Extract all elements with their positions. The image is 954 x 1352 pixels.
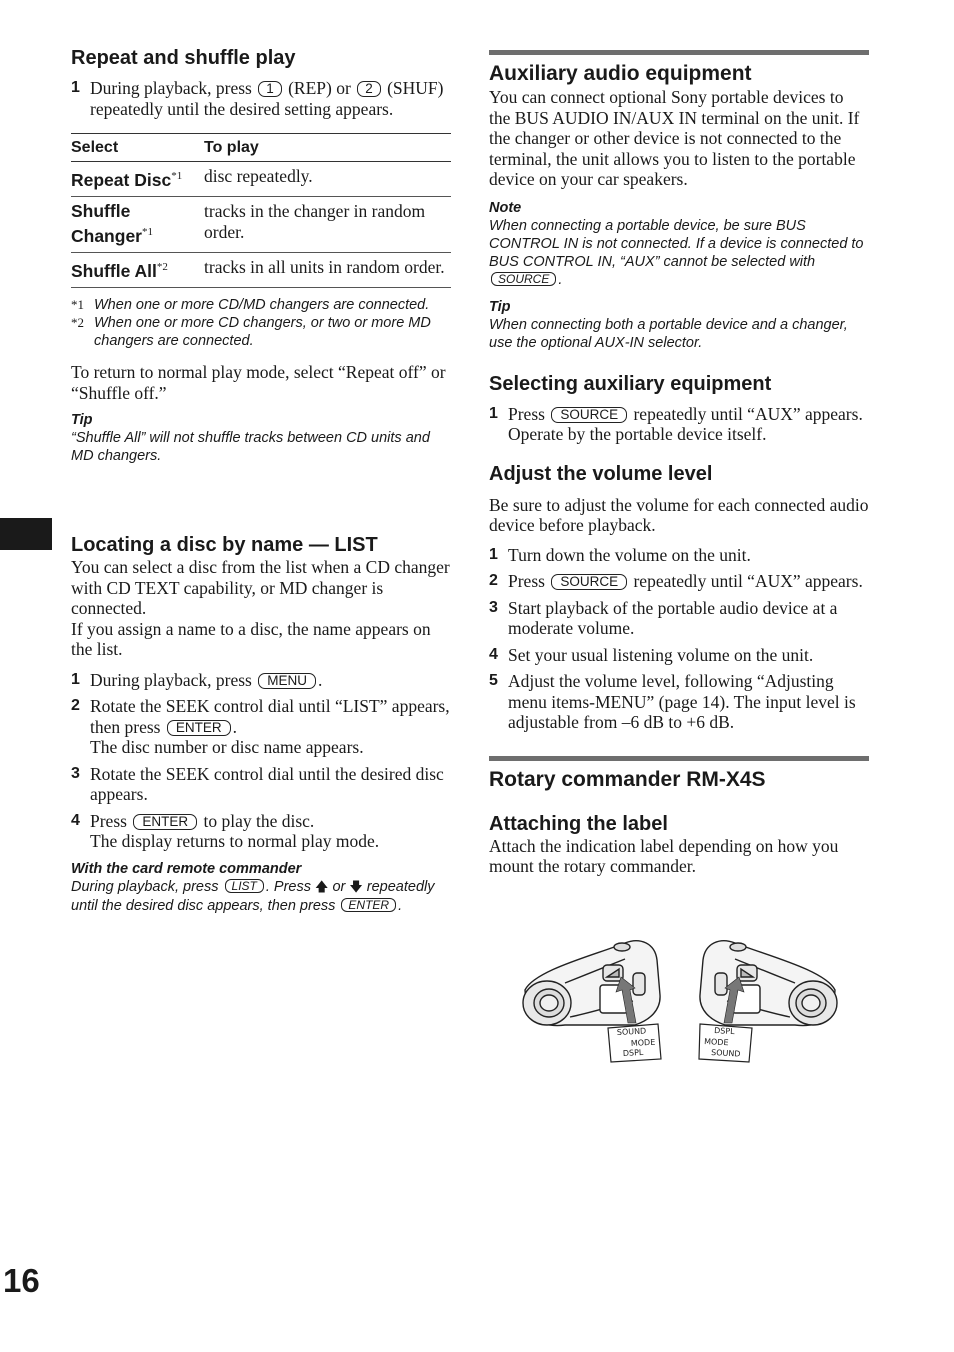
section-rule (489, 756, 869, 761)
enter-key: ENTER (341, 898, 396, 912)
select-step-1: 1 Press SOURCE repeatedly until “AUX” appears. Operate by the portable device itself. (489, 403, 863, 444)
list-step-2: 2 Rotate the SEEK control dial until “LIST” appears, then press ENTER . The disc number or disc name appears. (71, 696, 450, 757)
volume-intro: Be sure to adjust the volume for each connected audio device before playback. (489, 494, 869, 535)
volume-step-3: 3 Start playback of the portable audio device at a moderate volume. (489, 597, 838, 638)
svg-text:MODE: MODE (630, 1037, 656, 1048)
rotary-heading: Rotary commander RM-X4S (489, 767, 766, 791)
label-right (699, 1024, 752, 1062)
key-2-button: 2 (357, 81, 381, 97)
list-key: LIST (225, 879, 264, 893)
volume-step-1: 1 Turn down the volume on the unit. (489, 544, 751, 565)
list-intro-1: You can select a disc from the list when a CD changer with CD TEXT capability, or MD changer is connected. (71, 557, 450, 618)
rotary-commander-right (700, 941, 837, 1026)
selecting-aux-heading: Selecting auxiliary equipment (489, 372, 772, 395)
volume-step-5: 5 Adjust the volume level, following “Adjusting menu items-MENU” (page 14). The input level is adjustable from –6 dB to +6 dB. (489, 671, 856, 732)
list-step-4: 4 Press ENTER to play the disc. The display returns to normal play mode. (71, 810, 380, 851)
label-left (608, 1024, 661, 1062)
attaching-label-heading: Attaching the label (489, 812, 668, 835)
enter-key: ENTER (167, 720, 231, 736)
svg-text:SOUND: SOUND (616, 1026, 647, 1037)
note-text: When connecting a portable device, be sure BUS CONTROL IN is not connected. If a device is connected to BUS CONTROL IN, “AUX” cannot be selected with SOURCE . (489, 217, 864, 288)
key-1-button: 1 (258, 81, 282, 97)
rotary-commander-left (523, 941, 660, 1026)
page-number: 16 (3, 1262, 40, 1299)
svg-text:MODE: MODE (703, 1037, 729, 1048)
list-intro-2: If you assign a name to a disc, the name appears on the list. (71, 618, 431, 659)
menu-key: MENU (258, 673, 316, 689)
svg-text:DSPL: DSPL (622, 1047, 644, 1058)
tip-heading: Tip (489, 298, 511, 315)
source-key: SOURCE (491, 272, 556, 286)
list-heading: Locating a disc by name — LIST (71, 534, 378, 556)
volume-step-2: 2 Press SOURCE repeatedly until “AUX” appears. (489, 571, 863, 591)
card-remote-text: During playback, press LIST . Press 🡅 or 🡇 repeatedly until the desired disc appears, then press ENTER . (71, 878, 435, 914)
volume-heading: Adjust the volume level (489, 462, 713, 485)
svg-text:DSPL: DSPL (713, 1026, 735, 1037)
up-arrow-icon: 🡅 (315, 879, 329, 895)
source-key: SOURCE (551, 574, 627, 590)
list-step-3: 3 Rotate the SEEK control dial until the desired disc appears. (71, 763, 444, 804)
tip-text: When connecting both a portable device and a changer, use the optional AUX-IN selector. (489, 316, 848, 351)
return-text: To return to normal play mode, select “Repeat off” or “Shuffle off.” (71, 362, 446, 403)
rotary-commander-illustration (515, 935, 845, 1065)
table-row: Shuffle All$^{*2}$ tracks in all units in random order. (71, 253, 451, 288)
table-row: Repeat Disc$^{*1}$ disc repeatedly. (71, 162, 451, 197)
list-step-1: 1 During playback, press MENU . (71, 669, 323, 690)
note-heading: Note (489, 199, 522, 216)
footnote: *2 When one or more CD changers, or two or more MD changers are connected. (71, 315, 431, 350)
card-remote-heading: With the card remote commander (71, 860, 302, 877)
aux-intro: You can connect optional Sony portable devices to the BUS AUDIO IN/AUX IN terminal on the unit. If the changer or other device is not connected to the terminal, the unit allows you to listen to the portable device on your car speakers. (489, 87, 860, 189)
source-key: SOURCE (551, 407, 627, 423)
svg-text:SOUND: SOUND (710, 1048, 741, 1059)
aux-heading: Auxiliary audio equipment (489, 62, 752, 85)
attaching-label-text: Attach the indication label depending on how you mount the rotary commander. (489, 835, 839, 876)
repeat-step-1: 1 During playback, press 1 (REP) or 2 (SHUF) repeatedly until the desired setting appears. (71, 78, 444, 119)
table-row: Shuffle Changer$^{*1}$ tracks in the changer in random order. (71, 197, 451, 253)
footnotes (71, 296, 451, 350)
section-rule (489, 50, 869, 55)
section-tab (0, 518, 52, 550)
tip-text: “Shuffle All” will not shuffle tracks between CD units and MD changers. (71, 430, 430, 465)
table-header-to-play: To play (204, 134, 451, 162)
volume-step-4: 4 Set your usual listening volume on the unit. (489, 644, 814, 665)
table-header-select: Select (71, 134, 204, 162)
tip-heading: Tip (71, 412, 93, 429)
down-arrow-icon: 🡇 (349, 879, 363, 895)
footnote: *1 When one or more CD/MD changers are connected. (71, 297, 430, 314)
repeat-heading: Repeat and shuffle play (71, 47, 296, 69)
repeat-shuffle-table (71, 133, 451, 288)
enter-key: ENTER (133, 814, 197, 830)
